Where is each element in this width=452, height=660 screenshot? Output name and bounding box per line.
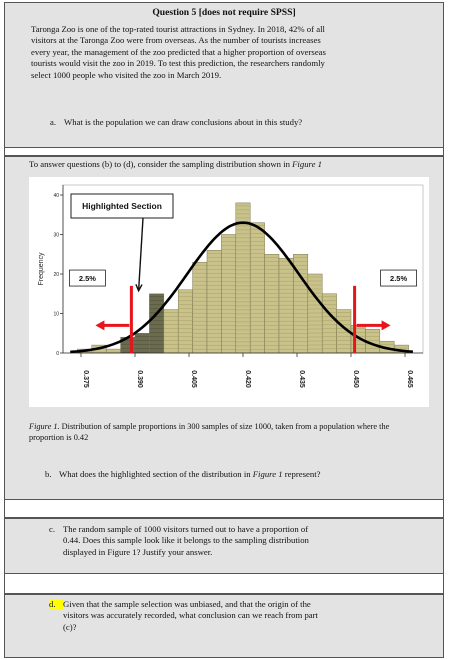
figure-intro-text: To answer questions (b) to (d), consider the sampling distribution shown in <box>29 159 293 169</box>
y-tick-label: 10 <box>53 311 59 318</box>
question-b <box>45 469 425 479</box>
question-d-text: Given that the sample selection was unbiased, and that the origin of the <box>63 599 311 609</box>
x-tick-label: 0.465 <box>406 370 413 388</box>
right-tail-label: 2.5% <box>390 274 408 284</box>
intro-line: Taronga Zoo is one of the top-rated tourist attractions in Sydney. In 2018, 42% of all <box>31 24 325 34</box>
question-b-ref: Figure 1 <box>252 469 283 479</box>
question-d-line <box>49 599 409 610</box>
question-a <box>50 117 302 127</box>
question-c-line: displayed in Figure 1? Justify your answer. <box>63 546 213 557</box>
question-d <box>49 599 409 633</box>
question-b-text-end: represent? <box>282 469 321 479</box>
question-b-text: What does the highlighted section of the distribution in <box>59 469 253 479</box>
answer-box-b[interactable] <box>4 500 444 518</box>
histogram-bar <box>279 258 293 353</box>
y-tick-label: 20 <box>53 272 59 278</box>
question-d-section <box>4 594 444 658</box>
x-tick-label: 0.435 <box>298 370 305 388</box>
question-c-section <box>4 518 444 574</box>
question-c-letter: c. <box>49 524 56 534</box>
intro-line: every year, the management of the zoo predicted that a higher proportion of overseas <box>31 46 326 57</box>
figure-section <box>4 156 444 500</box>
question-d-line: (c)? <box>63 621 77 632</box>
intro-paragraph <box>31 24 381 81</box>
intro-line: select 1000 people who visited the zoo in March 2019. <box>31 69 222 80</box>
question-c-text: The random sample of 1000 visitors turned out to have a proportion of <box>63 524 309 534</box>
y-tick-label: 40 <box>53 193 59 199</box>
figure-caption <box>29 422 419 443</box>
question-header-section <box>4 2 444 148</box>
question-c-line <box>49 524 409 535</box>
answer-box-a[interactable] <box>4 148 444 156</box>
x-tick-label: 0.450 <box>352 370 359 388</box>
histogram-bar <box>106 349 120 353</box>
y-tick-label: 0 <box>56 351 59 357</box>
question-a-text: What is the population we can draw conclusions about in this study? <box>64 117 303 127</box>
question-c-line: 0.44. Does this sample look like it belongs to the sampling distribution <box>63 535 309 546</box>
caption-text: Distribution of sample proportions in 300 samples of size 1000, taken from a population where the proportion is 0.42 <box>29 422 390 442</box>
question-b-letter: b. <box>45 469 52 479</box>
caption-label: Figure 1. <box>29 422 60 431</box>
question-title: Question 5 [does not require SPSS] <box>152 7 296 18</box>
histogram-bar <box>193 262 207 353</box>
figure-intro <box>29 159 322 169</box>
left-tail-label: 2.5% <box>78 274 96 284</box>
intro-line: visitors at the Taronga Zoo were from overseas. As the number of tourists increases <box>31 35 321 46</box>
histogram-bar <box>178 290 192 353</box>
highlight-label: Highlighted Section <box>82 201 162 211</box>
answer-box-c[interactable] <box>4 574 444 594</box>
x-tick-label: 0.375 <box>82 370 89 388</box>
figure-ref: Figure 1 <box>292 159 322 169</box>
x-tick-label: 0.390 <box>136 370 143 388</box>
y-axis-label: Frequency <box>38 252 45 286</box>
question-d-line: visitors was accurately recorded, what conclusion can we reach from part <box>63 610 318 621</box>
histogram-bar <box>207 250 221 353</box>
sampling-distribution-chart <box>29 177 429 407</box>
x-tick-label: 0.405 <box>190 370 197 388</box>
intro-line: tourists would visit the zoo in 2019. To test this prediction, the researchers randomly <box>31 58 325 69</box>
question-c <box>49 524 409 558</box>
highlighted-bar <box>149 294 163 353</box>
histogram-bar <box>322 294 336 353</box>
y-tick-label: 30 <box>53 232 59 239</box>
question-d-letter: d. <box>49 599 63 610</box>
histogram-bar <box>164 310 178 353</box>
x-tick-label: 0.420 <box>244 370 251 388</box>
question-a-letter: a. <box>50 117 57 127</box>
